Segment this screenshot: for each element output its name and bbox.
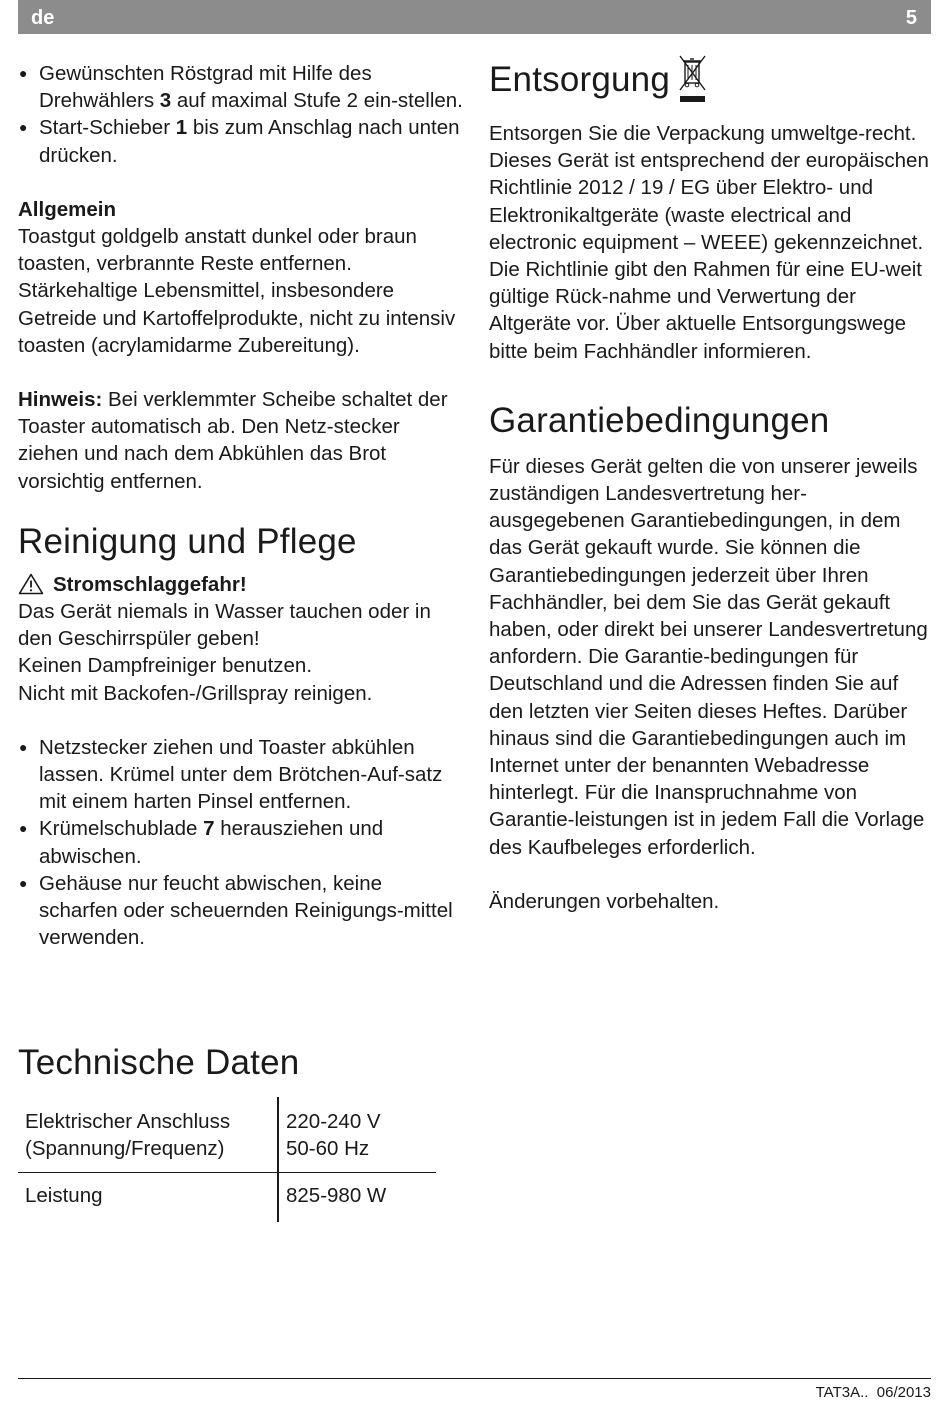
- table-cell: 825-980 W: [278, 1173, 436, 1222]
- list-item: ● Krümelschublade 7 herausziehen und abwischen.: [18, 815, 463, 869]
- list-item: ● Netzstecker ziehen und Toaster abkühlen lassen. Krümel unter dem Brötchen-Auf-satz mit einem harten Pinsel entfernen.: [18, 734, 463, 816]
- list-item: ● Gewünschten Röstgrad mit Hilfe des Drehwählers 3 auf maximal Stufe 2 ein-stellen.: [18, 60, 463, 114]
- table-cell: Leistung: [25, 1184, 103, 1208]
- table-cell: 220-240 V 50-60 Hz: [278, 1097, 436, 1173]
- list-item: ● Start-Schieber 1 bis zum Anschlag nach unten drücken.: [18, 114, 463, 168]
- table-cell: Elektrischer Anschluss (Spannung/Frequenz): [18, 1097, 278, 1173]
- tech-data-heading: Technische Daten: [18, 1043, 300, 1082]
- language-code: de: [31, 7, 55, 29]
- page-footer: [816, 1384, 931, 1401]
- page-number: 5: [905, 7, 917, 29]
- warning-line: Stromschlaggefahr!: [18, 571, 463, 598]
- tech-data-section: [18, 1043, 438, 1222]
- warning-text-3: Nicht mit Backofen-/Grillspray reinigen.: [18, 681, 373, 705]
- care-steps-list: [18, 734, 463, 952]
- crossed-out-wheelie-bin-icon: [678, 52, 708, 106]
- list-item: ● Gehäuse nur feucht abwischen, keine scharfen oder scheuernden Reinigungs-mittel verwenden.: [18, 870, 463, 952]
- allgemein-paragraph: Toastgut goldgelb anstatt dunkel oder braun toasten, verbrannte Reste entfernen. Stärkehaltige Lebensmittel, insbesondere Getreide und Kartoffelprodukte, nicht zu intensiv toasten (acrylamidarme Zubereitung).: [18, 225, 456, 357]
- table-row: [18, 1097, 436, 1173]
- entsorgung-paragraph: Entsorgen Sie die Verpackung umweltge-recht. Dieses Gerät ist entsprechend der europäischen Richtlinie 2012 / 19 / EG über Elektro- und Elektronikaltgeräte (waste electrical and electronic equipment – WEEE) gekennzeichnet. Die Richtlinie gibt den Rahmen für eine EU-weit gültige Rück-nahme und Verwertung der Altgeräte vor. Über aktuelle Entsorgungswege bitte beim Fachhändler informieren.: [489, 122, 929, 363]
- footer-rule: [18, 1378, 931, 1379]
- allgemein-heading: Allgemein: [18, 197, 116, 221]
- left-column: [18, 60, 463, 951]
- garantie-heading: Garantiebedingungen: [489, 400, 830, 440]
- page-header: [18, 0, 931, 34]
- tech-data-table: [18, 1097, 436, 1222]
- hinweis-paragraph: Hinweis: Bei verklemmter Scheibe schaltet der Toaster automatisch ab. Den Netz-stecker ziehen und nach dem Abkühlen das Brot vorsichtig entfernen.: [18, 388, 448, 493]
- warning-triangle-icon: [18, 573, 44, 595]
- reinigung-heading: Reinigung und Pflege: [18, 521, 357, 561]
- garantie-paragraph: Für dieses Gerät gelten die von unserer jeweils zuständigen Landesvertretung her-ausgegebenen Garantiebedingungen, in dem das Gerät gekauft wurde. Sie können die Garantiebedingungen jederzeit über Ihren Fachhändler, bei dem Sie das Gerät gekauft haben, oder direkt bei unserer Landesvertretung anfordern. Die Garantie-bedingungen für Deutschland und die Adressen finden Sie auf den letzten vier Seiten dieses Heftes. Darüber hinaus sind die Garantiebedingungen auch im Internet unter der benannten Webadresse hinterlegt. Für die Inanspruchnahme von Garantie-leistungen ist in jedem Fall die Vorlage des Kaufbeleges erforderlich.: [489, 454, 928, 859]
- table-row: [18, 1173, 436, 1222]
- warning-text-2: Keinen Dampfreiniger benutzen.: [18, 654, 313, 678]
- roast-steps-list: [18, 60, 463, 169]
- print-date: 06/2013: [876, 1384, 931, 1401]
- right-column: [489, 60, 934, 915]
- model-code: TAT3A..: [815, 1384, 869, 1401]
- aenderungen-note: Änderungen vorbehalten.: [489, 889, 720, 913]
- entsorgung-header: [489, 60, 934, 106]
- warning-text-1: Das Gerät niemals in Wasser tauchen oder in den Geschirrspüler geben!: [18, 600, 431, 651]
- entsorgung-heading: Entsorgung: [489, 60, 671, 99]
